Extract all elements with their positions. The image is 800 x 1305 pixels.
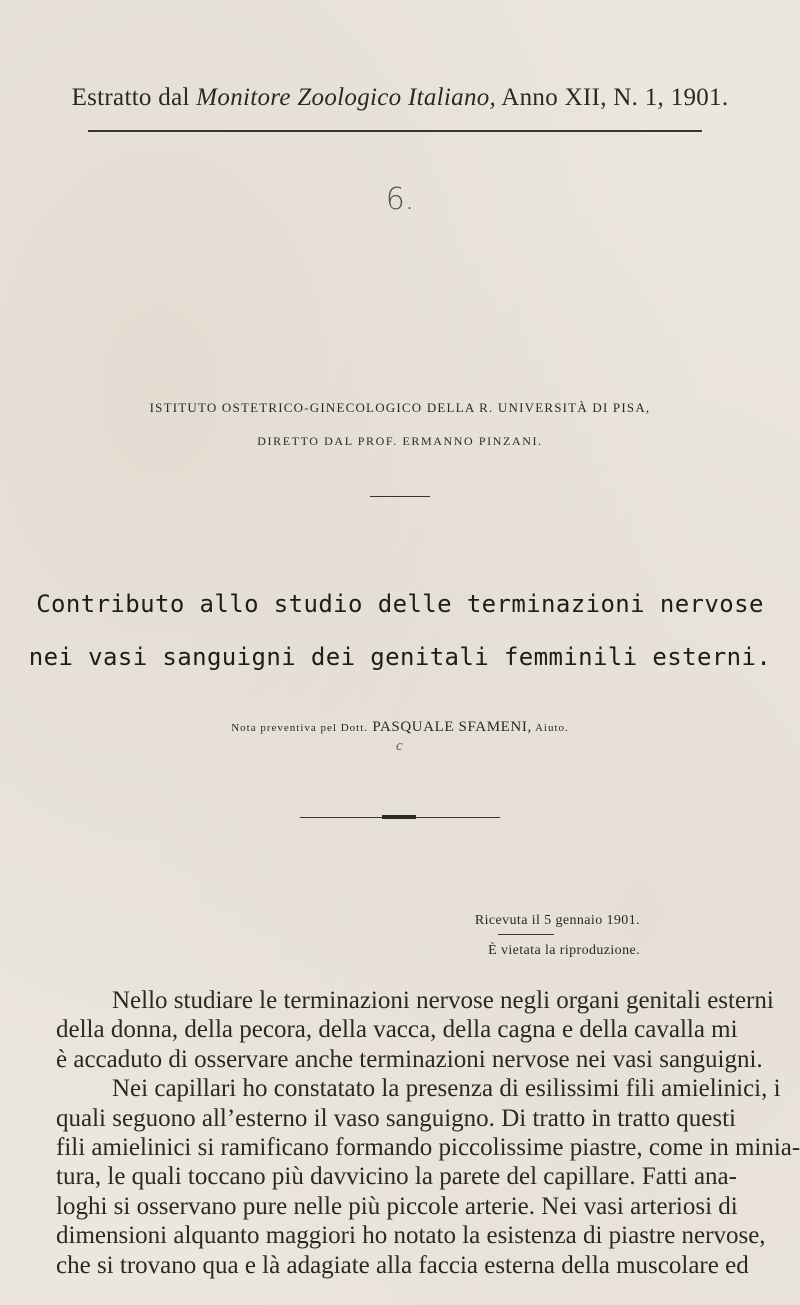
- body-text: [56, 986, 800, 1280]
- text-line: della donna, della pecora, della vacca, della cagna e della cavalla mi: [56, 1016, 738, 1044]
- text-line: quali seguono all’esterno il vaso sanguigno. Di tratto in tratto questi: [56, 1104, 736, 1132]
- header-rule: [88, 130, 702, 132]
- text-line: tura, le quali toccano più davvicino la parete del capillare. Fatti ana-: [56, 1163, 737, 1191]
- author-name: PASQUALE SFAMENI,: [368, 719, 532, 735]
- author-note: [0, 719, 800, 736]
- received-date: Ricevuta il 5 gennaio 1901.: [474, 913, 640, 928]
- director-line: DIRETTO DAL PROF. ERMANNO PINZANI.: [257, 434, 543, 448]
- journal-name: Monitore Zoologico Italiano,: [196, 84, 497, 111]
- reproduction-notice: È vietata la riproduzione.: [488, 943, 640, 958]
- header-suffix: Anno XII, N. 1, 1901.: [496, 84, 729, 111]
- received-rule: [498, 934, 554, 935]
- institute-line: ISTITUTO OSTETRICO-GINECOLOGICO DELLA R. UNIVERSITÀ DI PISA,: [149, 400, 651, 415]
- note-prefix: Nota preventiva pel Dott.: [231, 722, 369, 734]
- text-line: fili amielinici si ramificano formando piccolissime piastre, come in minia-: [56, 1134, 800, 1162]
- article-title-line-1: Contributo allo studio delle terminazioni nervose: [36, 590, 764, 618]
- divider-block: [382, 815, 416, 819]
- text-line: Nello studiare le terminazioni nervose negli organi genitali esterni: [112, 987, 774, 1014]
- text-line: Nei capillari ho constatato la presenza di esilissimi fili amielinici, i: [112, 1075, 781, 1103]
- handwritten-mark: c: [396, 738, 403, 754]
- header-prefix: Estratto dal: [71, 84, 197, 111]
- offprint-header: [0, 84, 800, 112]
- text-line: dimensioni alquanto maggiori ho notato la esistenza di piastre nervose,: [56, 1222, 766, 1250]
- ornamental-divider: [300, 816, 500, 820]
- note-suffix: Aiuto.: [531, 722, 569, 734]
- separator-rule: [370, 496, 430, 497]
- article-title-line-2: nei vasi sanguigni dei genitali femminili esterni.: [28, 643, 772, 671]
- handwritten-number: 6.: [385, 182, 415, 217]
- text-line: che si trovano qua e là adagiate alla faccia esterna della muscolare ed: [56, 1251, 749, 1279]
- text-line: è accaduto di osservare anche terminazioni nervose nei vasi sanguigni.: [56, 1045, 763, 1073]
- text-line: loghi si osservano pure nelle più piccole arterie. Nei vasi arteriosi di: [56, 1192, 738, 1220]
